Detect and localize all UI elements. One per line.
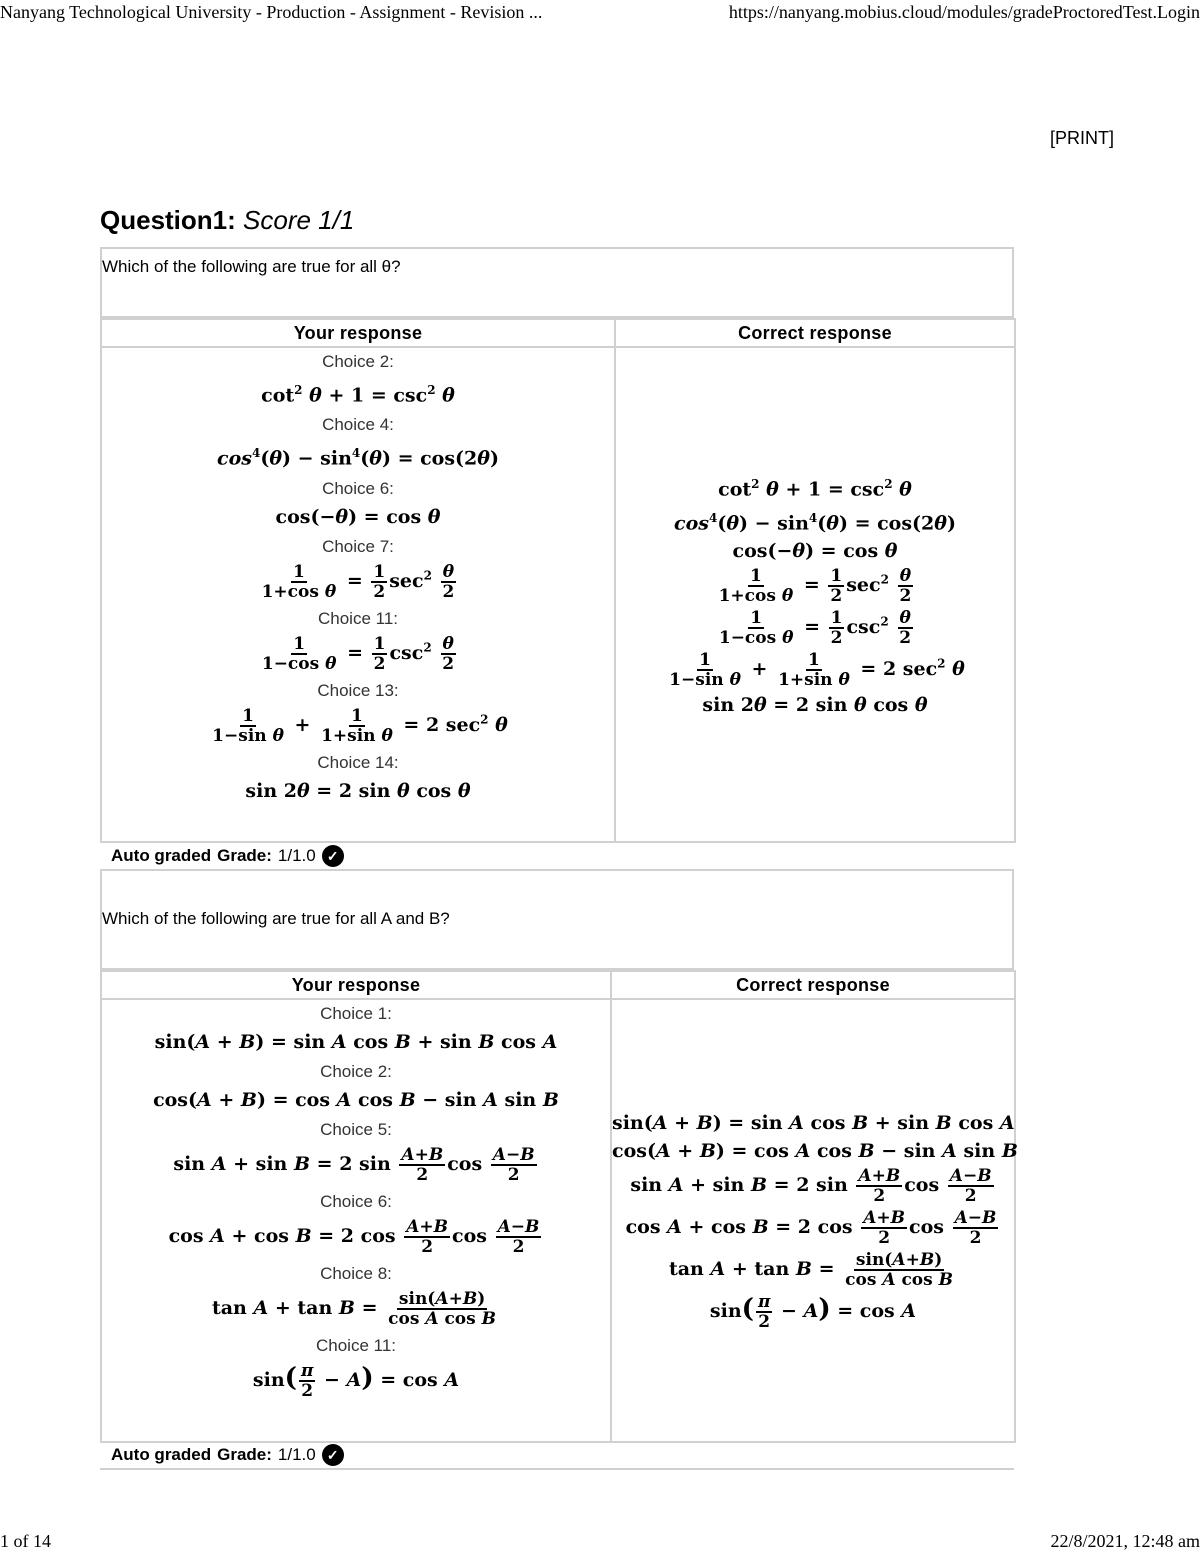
question-prompt-1 xyxy=(100,247,1014,318)
formula: tan A + tan B = $\frac{\sin(A+B)}{\text{cos A cos B}}$ xyxy=(668,1249,954,1290)
response-table-2 xyxy=(100,970,1016,1443)
print-datetime: 22/8/2021, 12:48 am xyxy=(1050,1531,1200,1551)
question-label: Question1: xyxy=(100,205,236,235)
formula: sin(A + B) = sin A cos B + sin B cos A xyxy=(154,1031,558,1053)
correct-response-cell xyxy=(611,999,1018,1442)
formula: tan A + tan B = $\frac{\sin(A+B)}{\text{cos A cos B}}$ xyxy=(211,1289,497,1329)
auto-graded-label: Auto graded xyxy=(111,846,212,865)
choice-label: Choice 13: xyxy=(317,680,399,700)
correct-response-cell xyxy=(615,347,1015,842)
formula: cos(A + B) = cos A cos B − sin A sin B xyxy=(153,1089,559,1111)
formula: $\frac{1}{\text{1+cos θ}}$ = $\frac{1}{2}$ $\sec^2$ $\frac{\theta}{2}$ xyxy=(718,565,912,606)
formula: $\cos^4(\theta) - \sin^4(\theta) = \cos(2\theta)$ xyxy=(217,446,499,470)
formula: $\frac{1}{\text{1−sin θ}}$ + $\frac{1}{\text{1+sin θ}}$ = 2 $\sec^2 \theta$ xyxy=(212,705,508,746)
formula: sin( $\frac{\pi}{2}$ − A) = cos A xyxy=(252,1361,460,1401)
grade-value: 1/1.0 xyxy=(277,1445,316,1464)
your-response-header: Your response xyxy=(101,319,615,347)
prompt-text: Which of the following are true for all θ? xyxy=(102,257,401,276)
choice-label: Choice 11: xyxy=(315,1336,396,1355)
formula: cos A + cos B = 2 cos $\frac{A+B}{2}$ cos $\frac{A-B}{2}$ xyxy=(625,1207,997,1248)
grade-value: 1/1.0 xyxy=(277,846,316,865)
your-response-cell xyxy=(101,347,615,842)
formula: $\frac{1}{\text{1+cos θ}}$ = $\frac{1}{2}$ $\sec^2$ $\frac{\theta}{2}$ xyxy=(261,561,455,602)
formula: $\frac{1}{\text{1−cos θ}}$ = $\frac{1}{2}$ $\csc^2$ $\frac{\theta}{2}$ xyxy=(261,633,455,674)
choice-label: Choice 1: xyxy=(320,1004,392,1023)
auto-graded-label: Auto graded xyxy=(111,1445,212,1464)
choice-label: Choice 4: xyxy=(322,415,394,435)
grade-row-2 xyxy=(111,1444,344,1466)
question-title xyxy=(100,205,354,236)
formula: cos(−θ) = cos θ xyxy=(275,505,441,528)
formula: sin A + sin B = 2 sin $\frac{A+B}{2}$ cos $\frac{A-B}{2}$ xyxy=(630,1165,992,1206)
formula: sin 2θ = 2 sin θ cos θ xyxy=(245,779,471,802)
choice-label: Choice 8: xyxy=(320,1264,392,1283)
formula: $\frac{1}{\text{1−sin θ}}$ + $\frac{1}{\text{1+sin θ}}$ = 2 $\sec^2 \theta$ xyxy=(669,649,965,690)
correct-response-header: Correct response xyxy=(615,319,1015,347)
choice-label: Choice 2: xyxy=(320,1062,392,1081)
choice-label: Choice 2: xyxy=(322,352,394,371)
formula: $\cot^2 \theta + 1 = \csc^2 \theta$ xyxy=(261,383,455,407)
formula: sin A + sin B = 2 sin $\frac{A+B}{2}$ cos $\frac{A-B}{2}$ xyxy=(173,1145,535,1185)
formula: cos(A + B) = cos A cos B − sin A sin B xyxy=(612,1139,1018,1162)
question-score: Score 1/1 xyxy=(243,205,355,235)
formula: cos A + cos B = 2 cos $\frac{A+B}{2}$ cos $\frac{A-B}{2}$ xyxy=(168,1217,540,1257)
formula: $\cot^2 \theta + 1 = \csc^2 \theta$ xyxy=(718,477,912,501)
page-number: 1 of 14 xyxy=(0,1531,51,1551)
choice-label: Choice 6: xyxy=(320,1192,392,1211)
choice-label: Choice 6: xyxy=(322,478,394,498)
grade-label: Grade: xyxy=(217,1445,272,1464)
formula: cos(−θ) = cos θ xyxy=(732,539,898,562)
choice-label: Choice 5: xyxy=(320,1120,392,1139)
formula: sin 2θ = 2 sin θ cos θ xyxy=(702,693,928,716)
correct-response-header: Correct response xyxy=(611,971,1015,999)
formula: $\cos^4(\theta) - \sin^4(\theta) = \cos(2\theta)$ xyxy=(674,510,956,534)
browser-title: Nanyang Technological University - Production - Assignment - Revision ... xyxy=(0,2,543,22)
choice-label: Choice 11: xyxy=(317,608,398,628)
response-table-1 xyxy=(100,318,1016,843)
prompt-text: Which of the following are true for all A and B? xyxy=(102,909,450,928)
print-link[interactable]: [PRINT] xyxy=(1050,128,1115,148)
question-prompt-2 xyxy=(100,869,1014,970)
formula: sin( $\frac{\pi}{2}$ − A) = cos A xyxy=(709,1291,917,1332)
grade-row-1 xyxy=(111,845,344,867)
divider xyxy=(100,1468,1014,1470)
check-icon: ✓ xyxy=(322,845,344,867)
formula: $\frac{1}{\text{1−cos θ}}$ = $\frac{1}{2}$ $\csc^2$ $\frac{\theta}{2}$ xyxy=(718,607,912,648)
grade-label: Grade: xyxy=(217,846,272,865)
page-url: https://nanyang.mobius.cloud/modules/gradeProctoredTest.Login xyxy=(728,2,1200,22)
choice-label: Choice 7: xyxy=(322,536,394,556)
check-icon: ✓ xyxy=(322,1444,344,1466)
your-response-cell xyxy=(101,999,611,1442)
your-response-header: Your response xyxy=(101,971,611,999)
choice-label: Choice 14: xyxy=(317,752,399,772)
formula: sin(A + B) = sin A cos B + sin B cos A xyxy=(612,1111,1015,1134)
